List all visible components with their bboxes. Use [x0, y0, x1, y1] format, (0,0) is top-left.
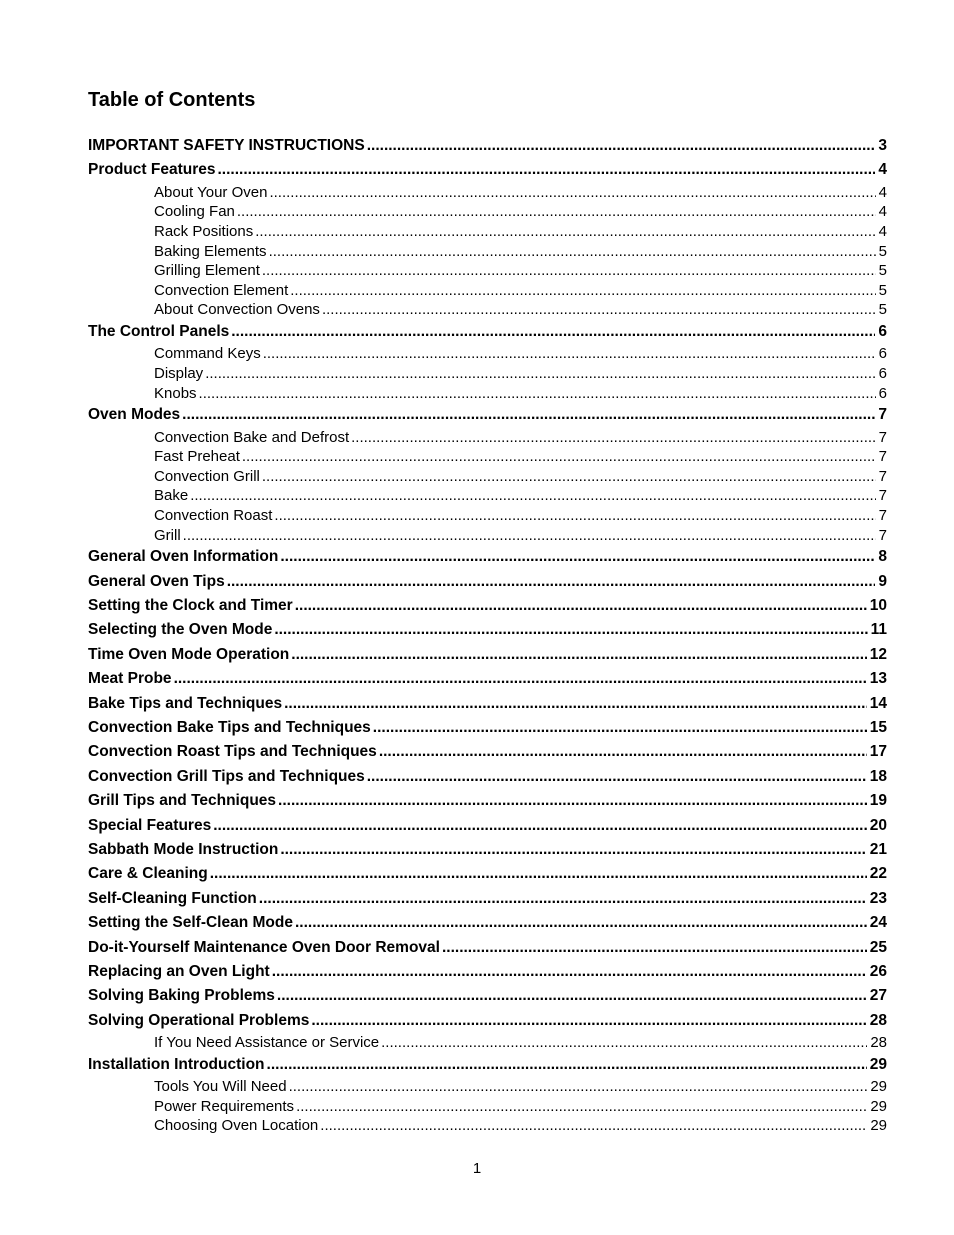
toc-entry-main[interactable] [88, 765, 887, 789]
toc-entry-label: Special Features [88, 816, 212, 834]
toc-section [88, 618, 887, 642]
toc-section [88, 1053, 887, 1136]
dot-leader [259, 887, 867, 911]
toc-entry-sub[interactable] [88, 261, 887, 281]
toc-section [88, 643, 887, 667]
toc-entry-label: Setting the Clock and Timer [88, 596, 293, 614]
dot-leader [280, 545, 875, 569]
dot-leader [272, 960, 867, 984]
dot-leader [213, 814, 867, 838]
toc-subentry-label: Baking Elements [154, 242, 267, 260]
toc-entry-label: Do-it-Yourself Maintenance Oven Door Removal [88, 938, 440, 956]
toc-section [88, 814, 887, 838]
toc-section [88, 838, 887, 862]
dot-leader [278, 789, 867, 813]
dot-leader [269, 242, 876, 262]
toc-section [88, 936, 887, 960]
toc-entry-label: Convection Bake Tips and Techniques [88, 718, 371, 736]
toc-subentry-page: 5 [878, 242, 887, 260]
toc-entry-label: Oven Modes [88, 406, 181, 424]
toc-entry-label: Solving Baking Problems [88, 987, 275, 1005]
toc-entry-main[interactable] [88, 740, 887, 764]
toc-entry-sub[interactable] [88, 1077, 887, 1097]
toc-section [88, 158, 887, 320]
dot-leader [320, 1116, 867, 1136]
toc-subentry-label: If You Need Assistance or Service [154, 1034, 380, 1052]
dot-leader [190, 486, 875, 506]
toc-subentry-page: 4 [878, 203, 887, 221]
dot-leader [290, 281, 875, 301]
toc-entry-sub[interactable] [88, 428, 887, 448]
dot-leader [367, 765, 867, 789]
toc-subentry-label: Bake [154, 487, 189, 505]
dot-leader [289, 1077, 868, 1097]
toc-subentry-page: 5 [878, 281, 887, 299]
dot-leader [262, 261, 876, 281]
dot-leader [174, 667, 867, 691]
dot-leader [205, 364, 875, 384]
toc-entry-page: 26 [869, 963, 887, 981]
toc-entry-page: 12 [869, 645, 887, 663]
dot-leader [311, 1009, 866, 1033]
toc-entry-sub[interactable] [88, 183, 887, 203]
toc-entry-page: 27 [869, 987, 887, 1005]
toc-entry-label: The Control Panels [88, 322, 230, 340]
toc-subentry-page: 5 [878, 262, 887, 280]
toc-entry-main[interactable] [88, 1053, 887, 1077]
toc-entry-label: Time Oven Mode Operation [88, 645, 290, 663]
toc-subentry-label: About Your Oven [154, 183, 268, 201]
toc-entry-page: 29 [869, 1055, 887, 1073]
toc-subentry-label: Knobs [154, 384, 197, 402]
toc-entry-main[interactable] [88, 403, 887, 427]
toc-subentry-page: 29 [870, 1097, 887, 1115]
toc-subentry-label: Fast Preheat [154, 448, 240, 466]
toc-entry-main[interactable] [88, 643, 887, 667]
toc-entry-page: 28 [869, 1011, 887, 1029]
page-number: 1 [472, 1160, 482, 1177]
dot-leader [262, 467, 876, 487]
toc-entry-label: Meat Probe [88, 670, 172, 688]
toc-subentry-page: 7 [878, 526, 887, 544]
toc-section [88, 984, 887, 1008]
toc-entry-main[interactable] [88, 158, 887, 182]
toc-entry-page: 14 [869, 694, 887, 712]
dot-leader [269, 183, 875, 203]
toc-entry-main[interactable] [88, 814, 887, 838]
toc-entry-sub[interactable] [88, 486, 887, 506]
toc-entry-sub[interactable] [88, 202, 887, 222]
toc-subentry-label: Convection Grill [154, 467, 260, 485]
dot-leader [322, 300, 876, 320]
toc-entry-sub[interactable] [88, 467, 887, 487]
toc-section [88, 1009, 887, 1053]
dot-leader [280, 838, 866, 862]
toc-entry-sub[interactable] [88, 384, 887, 404]
toc-section [88, 403, 887, 545]
toc-subentry-label: Display [154, 364, 204, 382]
toc-entry-label: Convection Grill Tips and Techniques [88, 767, 365, 785]
dot-leader [296, 1097, 867, 1117]
toc-subentry-label: Power Requirements [154, 1097, 295, 1115]
toc-subentry-page: 4 [878, 223, 887, 240]
toc-section [88, 320, 887, 403]
toc-section [88, 134, 887, 158]
toc-entry-label: Grill Tips and Techniques [88, 792, 277, 810]
toc-entry-main[interactable] [88, 838, 887, 862]
toc-section [88, 887, 887, 911]
toc-entry-label: Solving Operational Problems [88, 1011, 310, 1029]
dot-leader [295, 594, 867, 618]
toc-entry-sub[interactable] [88, 344, 887, 364]
toc-entry-page: 4 [878, 161, 887, 179]
toc-entry-main[interactable] [88, 320, 887, 344]
dot-leader [295, 911, 867, 935]
toc-entry-main[interactable] [88, 936, 887, 960]
toc-subentry-page: 7 [878, 467, 887, 485]
toc-entry-page: 9 [878, 572, 887, 590]
dot-leader [237, 202, 876, 222]
dot-leader [442, 936, 867, 960]
toc-entry-main[interactable] [88, 134, 887, 158]
toc-entry-page: 15 [869, 718, 887, 736]
toc-section [88, 765, 887, 789]
dot-leader [274, 618, 867, 642]
dot-leader [351, 428, 876, 448]
toc-subentry-page: 29 [870, 1117, 887, 1135]
toc-entry-sub[interactable] [88, 281, 887, 301]
dot-leader [373, 716, 867, 740]
toc-entry-page: 6 [878, 322, 887, 340]
toc-subentry-page: 6 [878, 384, 887, 402]
toc-entry-page: 11 [870, 621, 887, 639]
toc-subentry-label: Rack Positions [154, 223, 254, 240]
toc-entry-label: Installation Introduction [88, 1055, 265, 1073]
toc-entry-label: General Oven Information [88, 548, 279, 566]
dot-leader [277, 984, 867, 1008]
toc-entry-sub[interactable] [88, 1116, 887, 1136]
toc-entry-main[interactable] [88, 911, 887, 935]
toc-entry-main[interactable] [88, 716, 887, 740]
toc-subentry-page: 4 [878, 183, 887, 201]
toc-entry-sub[interactable] [88, 506, 887, 526]
toc-subentry-label: Convection Bake and Defrost [154, 428, 350, 446]
toc-entry-page: 24 [869, 914, 887, 932]
dot-leader [227, 570, 876, 594]
toc-entry-sub[interactable] [88, 364, 887, 384]
toc-section [88, 960, 887, 984]
toc-section [88, 570, 887, 594]
toc-entry-page: 25 [869, 938, 887, 956]
toc-entry-page: 22 [869, 865, 887, 883]
dot-leader [255, 222, 875, 242]
toc-subentry-page: 7 [878, 448, 887, 466]
toc-entry-sub[interactable] [88, 242, 887, 262]
toc-entry-main[interactable] [88, 984, 887, 1008]
dot-leader [291, 643, 866, 667]
dot-leader [182, 403, 875, 427]
dot-leader [231, 320, 875, 344]
toc-entry-main[interactable] [88, 667, 887, 691]
toc-subentry-label: About Convection Ovens [154, 301, 320, 319]
toc-entry-page: 7 [878, 406, 887, 424]
dot-leader [367, 134, 876, 158]
toc-entry-sub[interactable] [88, 1033, 887, 1053]
toc-entry-label: Product Features [88, 161, 216, 179]
toc-section [88, 692, 887, 716]
toc-subentry-page: 7 [878, 487, 887, 505]
toc-entry-label: Setting the Self-Clean Mode [88, 914, 293, 932]
toc-subentry-label: Grilling Element [154, 262, 260, 280]
toc-subentry-page: 7 [878, 428, 887, 446]
dot-leader [267, 1053, 867, 1077]
toc-entry-main[interactable] [88, 594, 887, 618]
dot-leader [381, 1033, 867, 1053]
toc-subentry-page: 28 [870, 1034, 887, 1052]
toc-entry-main[interactable] [88, 570, 887, 594]
toc-entry-label: Replacing an Oven Light [88, 963, 270, 981]
toc-entry-page: 3 [878, 137, 887, 154]
toc-entry-sub[interactable] [88, 526, 887, 546]
toc-entry-main[interactable] [88, 789, 887, 813]
toc-subentry-page: 29 [870, 1078, 887, 1096]
toc-entry-sub[interactable] [88, 447, 887, 467]
toc-section [88, 667, 887, 691]
toc-entry-label: Care & Cleaning [88, 865, 208, 883]
toc-subentry-label: Cooling Fan [154, 203, 235, 221]
toc-section [88, 789, 887, 813]
toc-entry-page: 23 [869, 889, 887, 907]
toc-section [88, 716, 887, 740]
toc-section [88, 594, 887, 618]
toc-subentry-label: Convection Element [154, 281, 289, 299]
toc-entry-label: Bake Tips and Techniques [88, 694, 283, 712]
toc-entry-main[interactable] [88, 1009, 887, 1033]
dot-leader [199, 384, 876, 404]
toc-subentry-label: Convection Roast [154, 506, 273, 524]
table-of-contents [88, 134, 887, 1136]
toc-entry-main[interactable] [88, 618, 887, 642]
toc-entry-main[interactable] [88, 887, 887, 911]
toc-entry-label: IMPORTANT SAFETY INSTRUCTIONS [88, 137, 365, 154]
toc-subentry-label: Tools You Will Need [154, 1078, 287, 1096]
toc-entry-main[interactable] [88, 960, 887, 984]
toc-entry-label: Selecting the Oven Mode [88, 621, 273, 639]
toc-entry-sub[interactable] [88, 1097, 887, 1117]
toc-section [88, 862, 887, 886]
toc-entry-main[interactable] [88, 692, 887, 716]
toc-entry-page: 17 [869, 743, 887, 761]
toc-subentry-page: 5 [878, 301, 887, 319]
toc-entry-page: 21 [869, 841, 887, 858]
toc-entry-label: Sabbath Mode Instruction [88, 841, 279, 858]
toc-entry-main[interactable] [88, 545, 887, 569]
dot-leader [284, 692, 867, 716]
dot-leader [242, 447, 876, 467]
toc-entry-label: Self-Cleaning Function [88, 889, 257, 907]
toc-section [88, 545, 887, 569]
dot-leader [183, 526, 876, 546]
toc-subentry-page: 6 [878, 345, 887, 363]
toc-entry-page: 20 [869, 816, 887, 834]
toc-subentry-label: Choosing Oven Location [154, 1117, 319, 1135]
toc-entry-main[interactable] [88, 862, 887, 886]
toc-entry-page: 19 [869, 792, 887, 810]
toc-entry-page: 13 [869, 670, 887, 688]
toc-entry-label: Convection Roast Tips and Techniques [88, 743, 377, 761]
toc-subentry-label: Command Keys [154, 345, 261, 363]
toc-subentry-label: Grill [154, 526, 181, 544]
page-title: Table of Contents [88, 89, 256, 111]
dot-leader [263, 344, 876, 364]
toc-entry-page: 18 [869, 767, 887, 785]
toc-subentry-page: 6 [878, 364, 887, 382]
toc-section [88, 911, 887, 935]
toc-entry-page: 10 [869, 596, 887, 614]
dot-leader [379, 740, 867, 764]
toc-entry-page: 8 [878, 548, 887, 566]
dot-leader [217, 158, 875, 182]
toc-subentry-page: 7 [878, 506, 887, 524]
toc-entry-label: General Oven Tips [88, 572, 225, 590]
toc-entry-sub[interactable] [88, 300, 887, 320]
dot-leader [210, 862, 867, 886]
dot-leader [274, 506, 875, 526]
toc-section [88, 740, 887, 764]
toc-entry-sub[interactable] [88, 222, 887, 242]
